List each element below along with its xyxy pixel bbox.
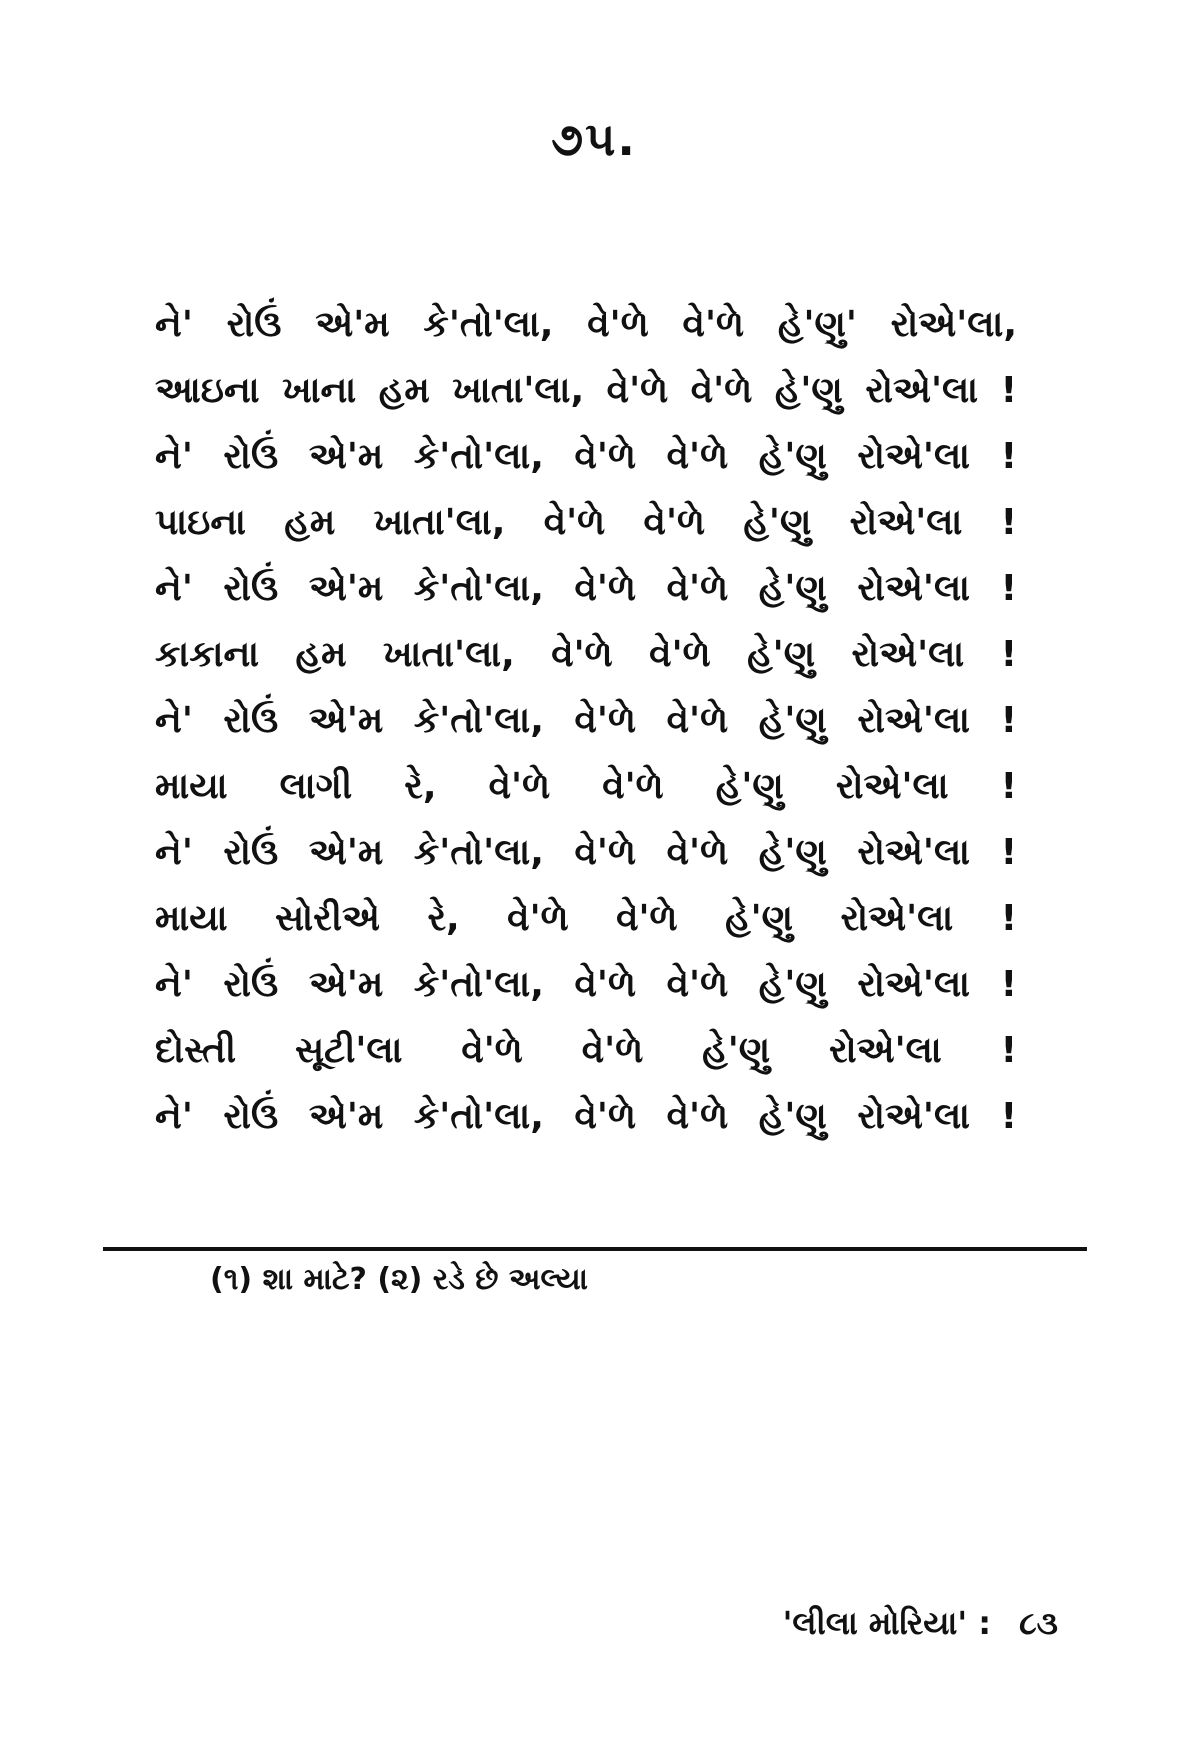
footnote-divider: [103, 1247, 1087, 1251]
verse-line: પાઇના હમ ખાતા'લા, વે'ળે વે'ળે હે'ણુ રોએ'લા !: [155, 502, 1017, 543]
page-number: ૮૩: [1019, 1604, 1058, 1642]
verse-line: ને' રોઉં એ'મ કે'તો'લા, વે'ળે વે'ળે હે'ણુ રોએ'લા !: [155, 1096, 1017, 1137]
verse-line: ને' રોઉં એ'મ કે'તો'લા, વે'ળે વે'ળે હે'ણુ રોએ'લા !: [155, 568, 1017, 609]
verse-line: માયા લાગી રે, વે'ળે વે'ળે હે'ણુ રોએ'લા !: [155, 766, 1017, 807]
verse-line: આઇના ખાના હમ ખાતા'લા, વે'ળે વે'ળે હે'ણુ રોએ'લા !: [155, 370, 1017, 411]
verse: [155, 292, 1017, 1150]
running-footer: [783, 1604, 1058, 1643]
verse-line: ને' રોઉં એ'મ કે'તો'લા, વે'ળે વે'ળે હે'ણુ' રોએ'લા,: [155, 304, 1017, 345]
book-title: 'લીલા મોરિયા' :: [782, 1604, 992, 1642]
verse-line: કાકાના હમ ખાતા'લા, વે'ળે વે'ળે હે'ણુ રોએ'લા !: [155, 634, 1017, 675]
song-number: ૭૫.: [551, 112, 637, 166]
verse-line: માયા સોરીએ રે, વે'ળે વે'ળે હે'ણુ રોએ'લા !: [155, 898, 1017, 939]
verse-line: ને' રોઉં એ'મ કે'તો'લા, વે'ળે વે'ળે હે'ણુ રોએ'લા !: [155, 964, 1017, 1005]
verse-line: દોસ્તી સૂટી'લા વે'ળે વે'ળે હે'ણુ રોએ'લા !: [155, 1030, 1017, 1071]
footnote: (૧) શા માટે? (૨) રડે છે અલ્યા: [210, 1262, 589, 1297]
verse-line: ને' રોઉં એ'મ કે'તો'લા, વે'ળે વે'ળે હે'ણુ રોએ'લા !: [155, 436, 1017, 477]
verse-line: ને' રોઉં એ'મ કે'તો'લા, વે'ળે વે'ળે હે'ણુ રોએ'લા !: [155, 700, 1017, 741]
verse-line: ને' રોઉં એ'મ કે'તો'લા, વે'ળે વે'ળે હે'ણુ રોએ'લા !: [155, 832, 1017, 873]
